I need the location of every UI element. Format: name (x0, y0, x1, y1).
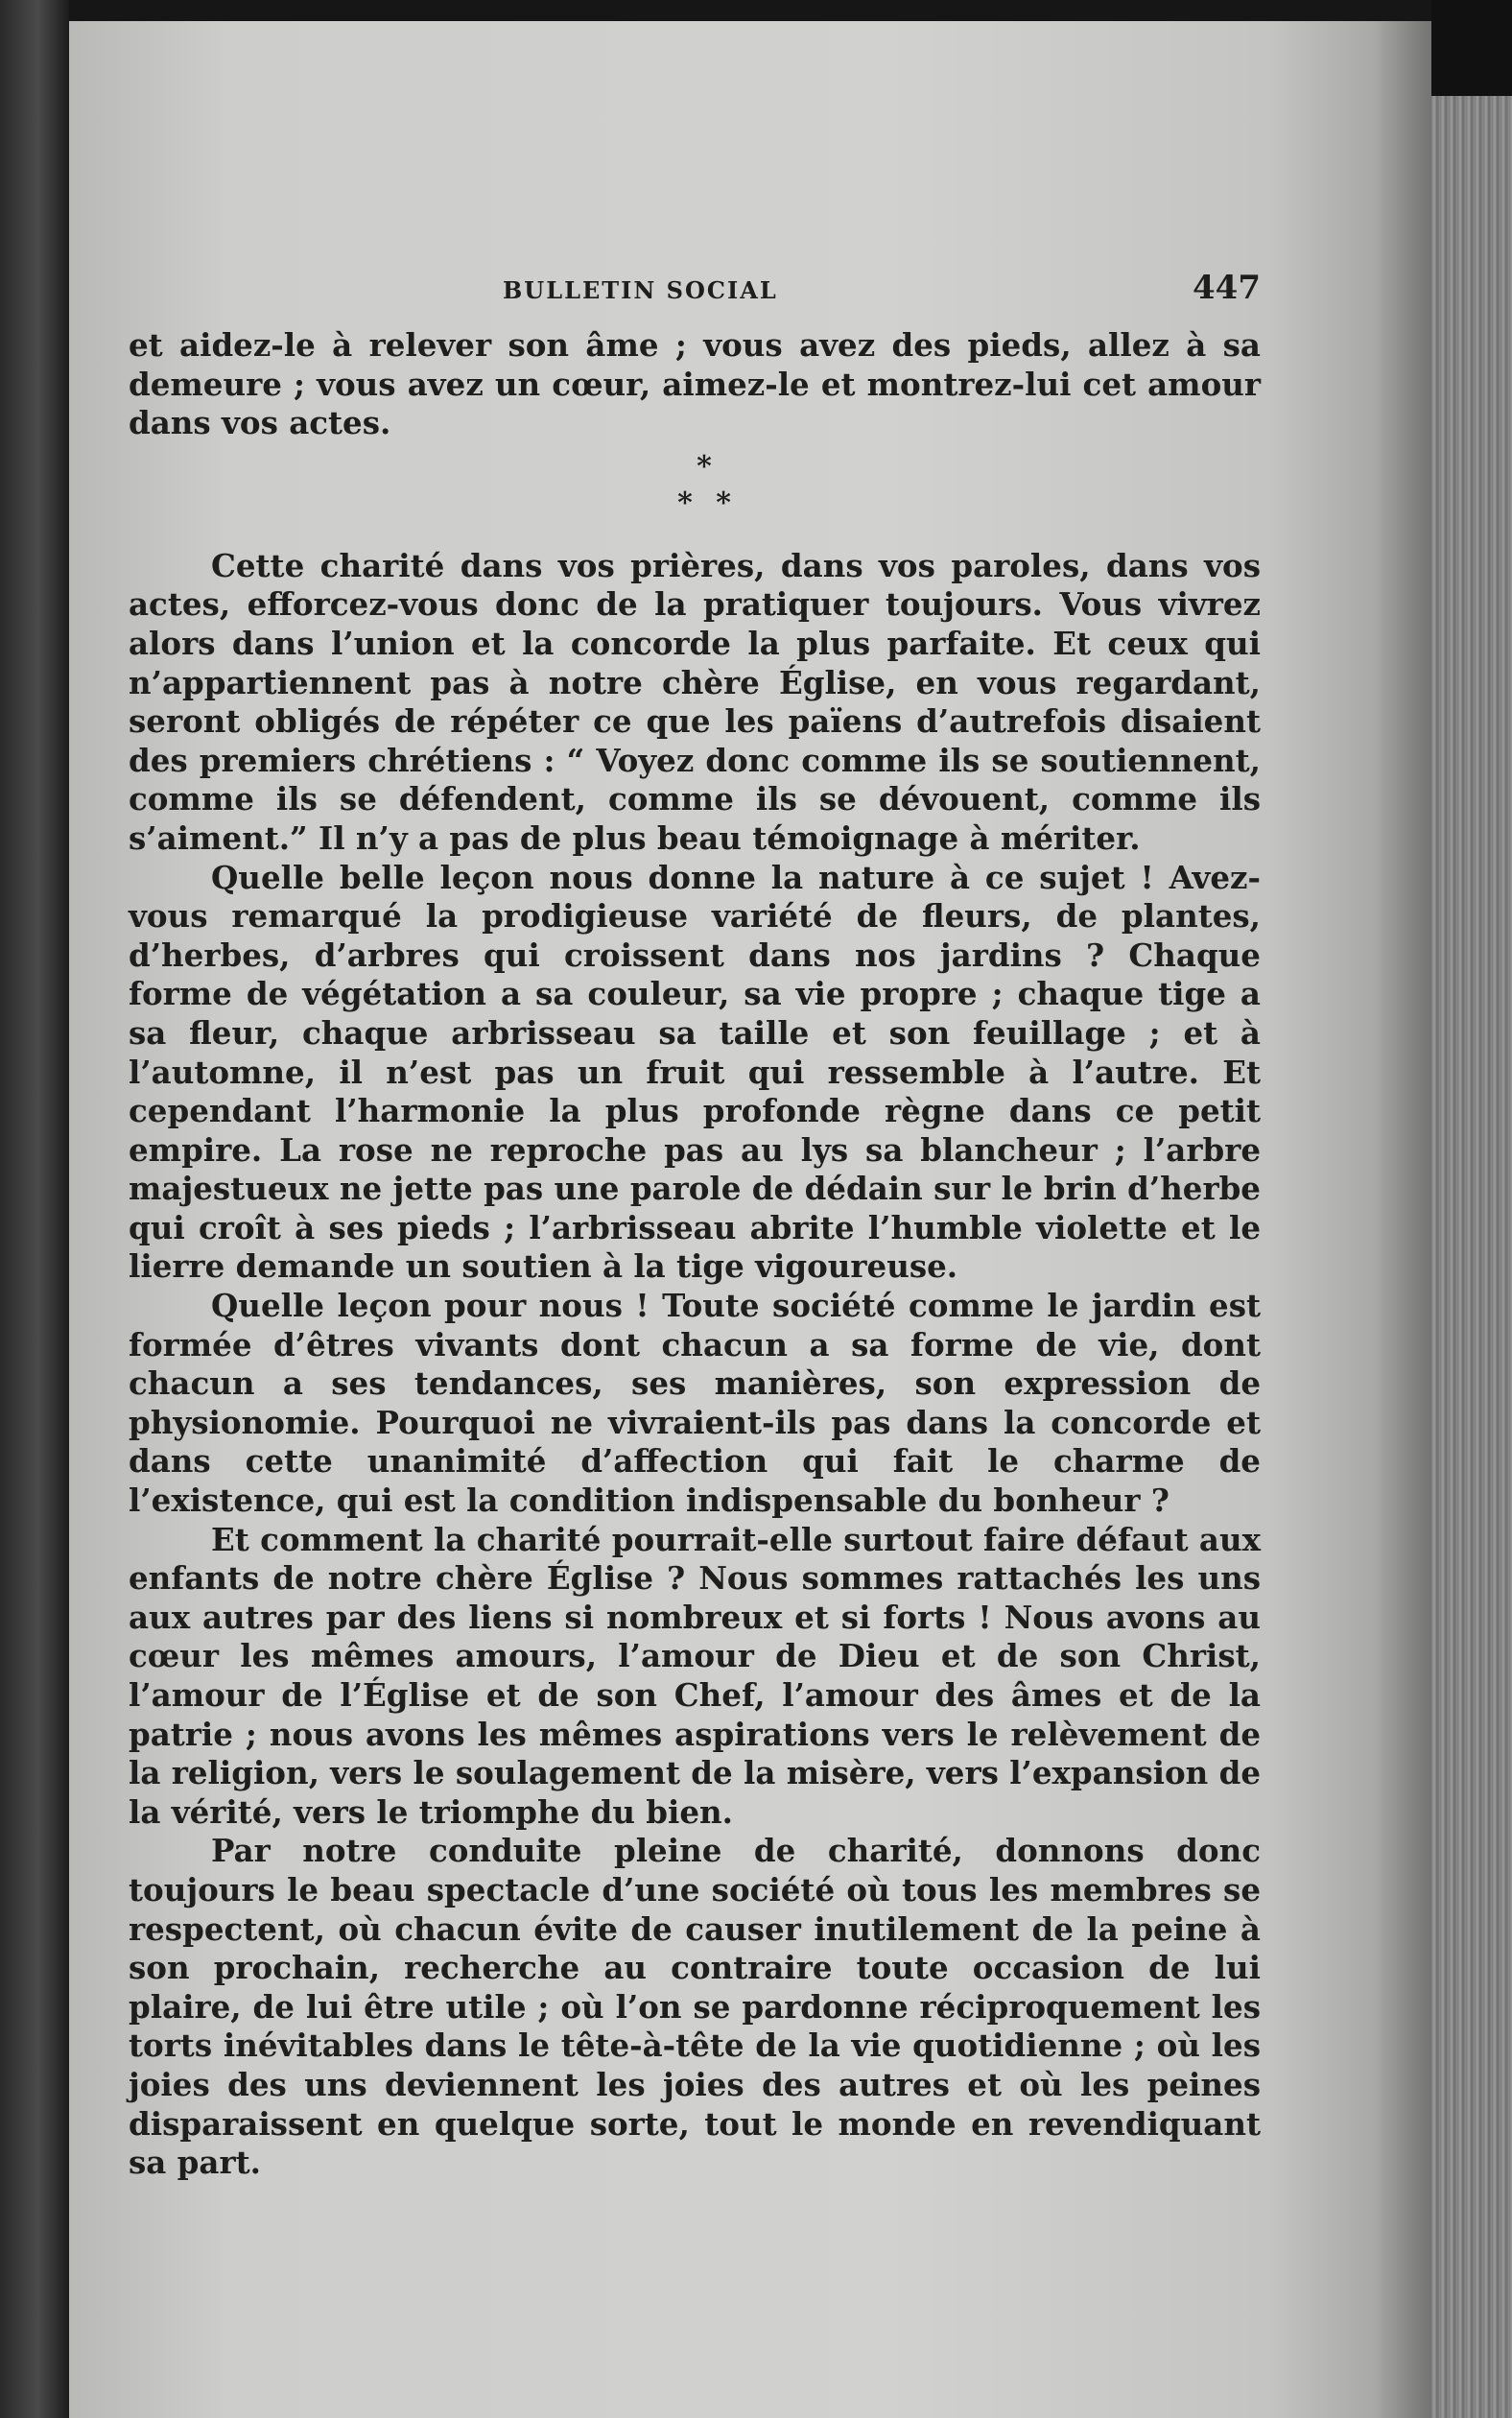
page-gutter-shadow (1374, 21, 1431, 2418)
paragraph: Quelle leçon pour nous ! Toute société comme le jardin est formée d’êtres vivants dont chacun a sa forme de vie, dont chacun a ses tendances, ses manières, son expression de physionomie. Pourquoi ne vivraient-ils pas dans la concorde et dans cette unanimité d’affection qui fait le charme de l’existence, qui est la condition indispensable du bonheur ? (129, 1287, 1261, 1520)
page-number: 447 (1193, 269, 1261, 307)
page-text-block (129, 269, 1261, 2183)
paragraph: Par notre conduite pleine de charité, donnons donc toujours le beau spectacle d’une société où tous les membres se respectent, où chacun évite de causer inutilement de la peine à son prochain, recherche au contraire toute occasion de lui plaire, de lui être utile ; où l’on se pardonne réciproquement les torts inévitables dans le tête-à-tête de la vie quotidienne ; où les joies des uns deviennent les joies des autres et où les peines disparaissent en quelque sorte, tout le monde en revendiquant sa part. (129, 1832, 1261, 2182)
book-binding-edge (0, 0, 69, 2418)
asterism-top: * (697, 449, 712, 484)
section-asterism (129, 449, 1261, 522)
paragraph: Cette charité dans vos prières, dans vos paroles, dans vos actes, efforcez-vous donc de la pratiquer toujours. Vous vivrez alors dans l’union et la concorde la plus parfaite. Et ceux qui n’appartiennent pas à notre chère Église, en vous regardant, seront obligés de répéter ce que les païens d’autrefois disaient des premiers chrétiens : “ Voyez donc comme ils se soutiennent, comme ils se défendent, comme ils se dévouent, comme ils s’aiment.” Il n’y a pas de plus beau témoignage à mériter. (129, 546, 1261, 857)
page-stack-edges (1431, 96, 1512, 2418)
paragraph: Quelle belle leçon nous donne la nature à ce sujet ! Avez-vous remarqué la prodigieuse variété de fleurs, de plantes, d’herbes, d’arbres qui croissent dans nos jardins ? Chaque forme de végétation a sa couleur, sa vie propre ; chaque tige a sa fleur, chaque arbrisseau sa taille et son feuillage ; et à l’automne, il n’est pas un fruit qui ressemble à l’autre. Et cependant l’harmonie la plus profonde règne dans ce petit empire. La rose ne reproche pas au lys sa blancheur ; l’arbre majestueux ne jette pas une parole de dédain sur le brin d’herbe qui croît à ses pieds ; l’arbrisseau abrite l’humble violette et le lierre demande un soutien à la tige vigoureuse. (129, 858, 1261, 1286)
dark-background-corner (1431, 0, 1512, 96)
asterism-bottom: * * (677, 486, 731, 520)
opening-paragraph: et aidez-le à relever son âme ; vous avez des pieds, allez à sa demeure ; vous avez un cœur, aimez-le et montrez-lui cet amour dans vos actes. (129, 326, 1261, 442)
page-header (129, 269, 1261, 326)
running-head: BULLETIN SOCIAL (503, 276, 778, 304)
paragraph: Et comment la charité pourrait-elle surtout faire défaut aux enfants de notre chère Église ? Nous sommes rattachés les uns aux autres par des liens si nombreux et si forts ! Nous avons au cœur les mêmes amours, l’amour de Dieu et de son Christ, l’amour de l’Église et de son Chef, l’amour des âmes et de la patrie ; nous avons les mêmes aspirations vers le relèvement de la religion, vers le soulagement de la misère, vers l’expansion de la vérité, vers le triomphe du bien. (129, 1520, 1261, 1831)
